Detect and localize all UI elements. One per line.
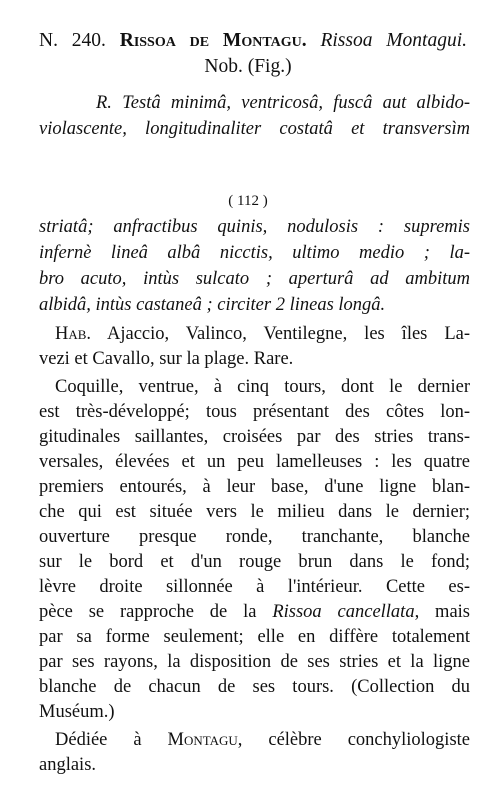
page-number: ( 112 )	[228, 193, 268, 209]
description-line: premiers entourés, à leur base, d'une ligne blan-	[39, 477, 470, 497]
species-reference: Rissoa cancellata	[272, 602, 415, 622]
latin-continued-line: infernè lineâ albâ nicctis, ultimo medio ; la-	[39, 243, 470, 263]
latin-description-line: violascente, longitudinaliter costatâ et transversìm	[39, 119, 470, 139]
latin-continued-line: bro acuto, intùs sulcato ; aperturâ ad ambitum	[39, 269, 470, 289]
latin-description-line: R. Testâ minimâ, ventricosâ, fuscâ aut albido-	[96, 93, 470, 113]
latin-continued-line: striatâ; anfractibus quinis, nodulosis : supremis	[39, 217, 470, 237]
description-line: lèvre droite sillonnée à l'intérieur. Cette es-	[39, 577, 470, 597]
description-line: blanche de chacun de ses tours. (Collection du	[39, 677, 470, 697]
description-line: Muséum.)	[39, 702, 115, 722]
dedication-line: Dédiée à Montagu, célèbre conchyliologiste	[55, 730, 470, 750]
habitat-line: vezi et Cavallo, sur la plage. Rare.	[39, 349, 294, 369]
entry-authority: Nob. (Fig.)	[204, 56, 292, 77]
latin-continued-line: albidâ, intùs castaneâ ; circiter 2 lineas longâ.	[39, 295, 386, 315]
entry-number: N. 240.	[39, 30, 106, 51]
description-line: versales, élevées et un peu lamelleuses : les quatre	[39, 452, 470, 472]
description-line: Coquille, ventrue, à cinq tours, dont le dernier	[55, 377, 470, 397]
habitat-label: Hab.	[55, 324, 92, 344]
entry-genus: Rissoa de Montagu.	[119, 30, 307, 51]
entry-latin-name: Rissoa Montagui.	[320, 30, 467, 51]
description-line: gitudinales saillantes, croisées par des stries trans-	[39, 427, 470, 447]
entry-heading	[39, 30, 467, 52]
description-line: par ses rayons, la disposition de ses stries et la ligne	[39, 652, 470, 672]
description-line: est très-développé; tous présentant des côtes lon-	[39, 402, 470, 422]
description-line: ouverture presque ronde, tranchante, blanche	[39, 527, 470, 547]
description-line: sur le bord et d'un rouge brun dans le fond;	[39, 552, 470, 572]
habitat-line: Hab. Ajaccio, Valinco, Ventilegne, les îles La-	[55, 324, 470, 344]
dedication-line: anglais.	[39, 755, 97, 775]
dedicatee-name: Montagu	[167, 730, 238, 750]
description-line: che qui est située vers le milieu dans le dernier;	[39, 502, 470, 522]
description-line: par sa forme seulement; elle en diffère totalement	[39, 627, 470, 647]
description-line: pèce se rapproche de la Rissoa cancellata, mais	[39, 602, 470, 622]
